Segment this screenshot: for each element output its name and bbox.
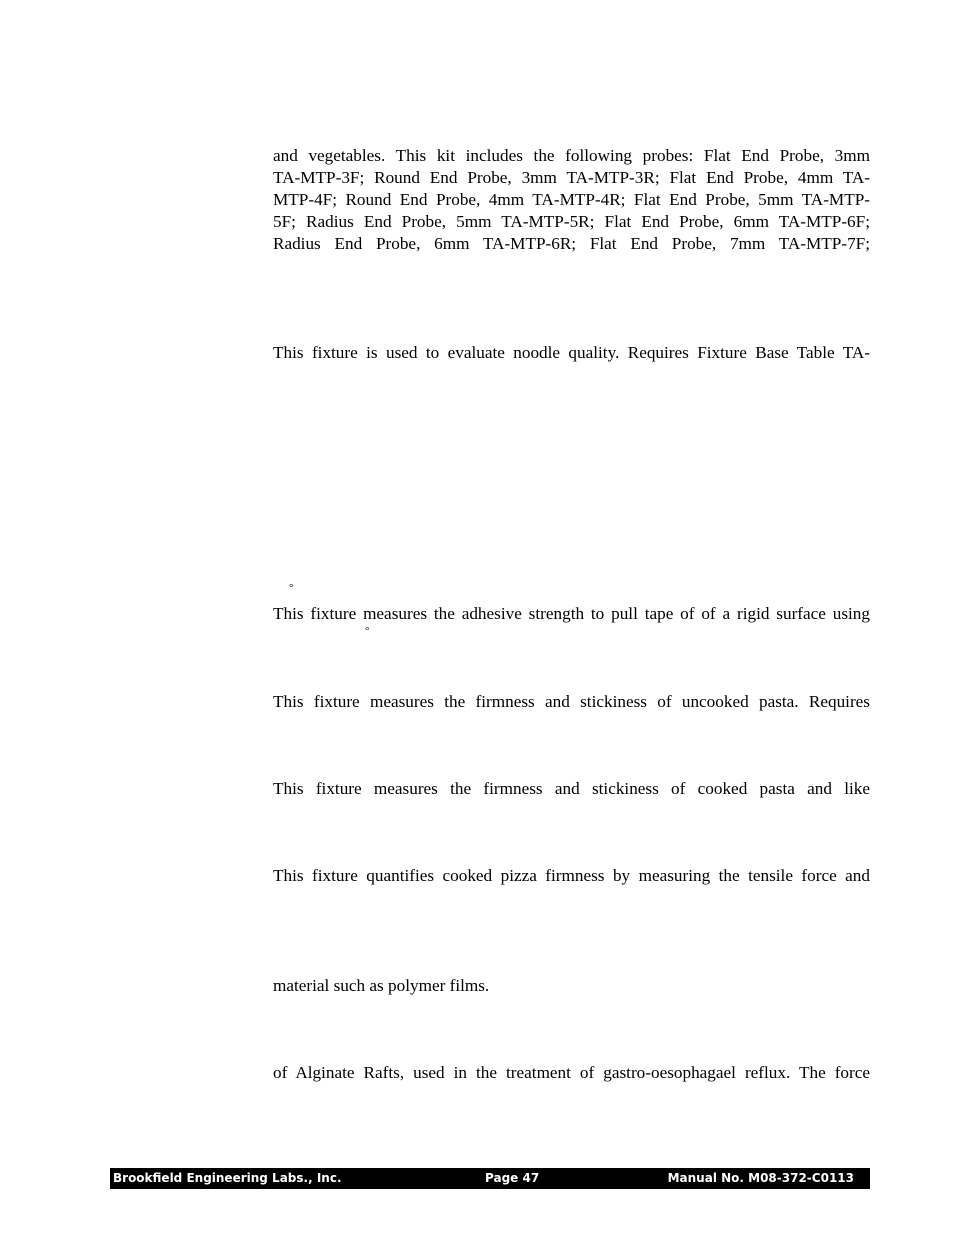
polymer-films-paragraph	[273, 975, 870, 997]
degree-symbol: °	[289, 582, 294, 594]
adhesive-fixture-paragraph	[273, 603, 870, 625]
paragraph-line: material such as polymer films.	[273, 976, 490, 995]
footer-company: Brookfield Engineering Labs., Inc.	[113, 1171, 342, 1185]
pizza-fixture-paragraph	[273, 865, 870, 887]
footer-manual-number: Manual No. M08-372-C0113	[667, 1171, 854, 1185]
paragraph-line: This fixture quantifies cooked pizza firmness by measuring the tensile force and	[273, 866, 870, 885]
probe-kit-paragraph	[273, 145, 870, 255]
paragraph-line: Radius End Probe, 6mm TA-MTP-6R; Flat End Probe, 7mm TA-MTP-7F;	[273, 234, 870, 253]
alginate-rafts-paragraph	[273, 1062, 870, 1084]
paragraph-line: and vegetables. This kit includes the following probes: Flat End Probe, 3mm	[273, 146, 870, 165]
degree-symbol: °	[365, 625, 370, 637]
cooked-pasta-paragraph	[273, 778, 870, 800]
paragraph-line: TA-MTP-3F; Round End Probe, 3mm TA-MTP-3R; Flat End Probe, 4mm TA-	[273, 168, 870, 187]
paragraph-line: of Alginate Rafts, used in the treatment of gastro-oesophagael reflux. The force	[273, 1063, 870, 1082]
paragraph-line: This fixture is used to evaluate noodle quality. Requires Fixture Base Table TA-	[273, 343, 870, 362]
paragraph-line: MTP-4F; Round End Probe, 4mm TA-MTP-4R; Flat End Probe, 5mm TA-MTP-	[273, 190, 870, 209]
paragraph-line: 5F; Radius End Probe, 5mm TA-MTP-5R; Flat End Probe, 6mm TA-MTP-6F;	[273, 212, 870, 231]
page-footer	[110, 1168, 870, 1189]
paragraph-line: This fixture measures the adhesive strength to pull tape of of a rigid surface using	[273, 604, 870, 623]
paragraph-line: This fixture measures the firmness and stickiness of cooked pasta and like	[273, 779, 870, 798]
footer-page-number: Page 47	[485, 1171, 540, 1185]
paragraph-line: This fixture measures the firmness and stickiness of uncooked pasta. Requires	[273, 692, 870, 711]
uncooked-pasta-paragraph	[273, 691, 870, 713]
noodle-fixture-paragraph	[273, 342, 870, 364]
